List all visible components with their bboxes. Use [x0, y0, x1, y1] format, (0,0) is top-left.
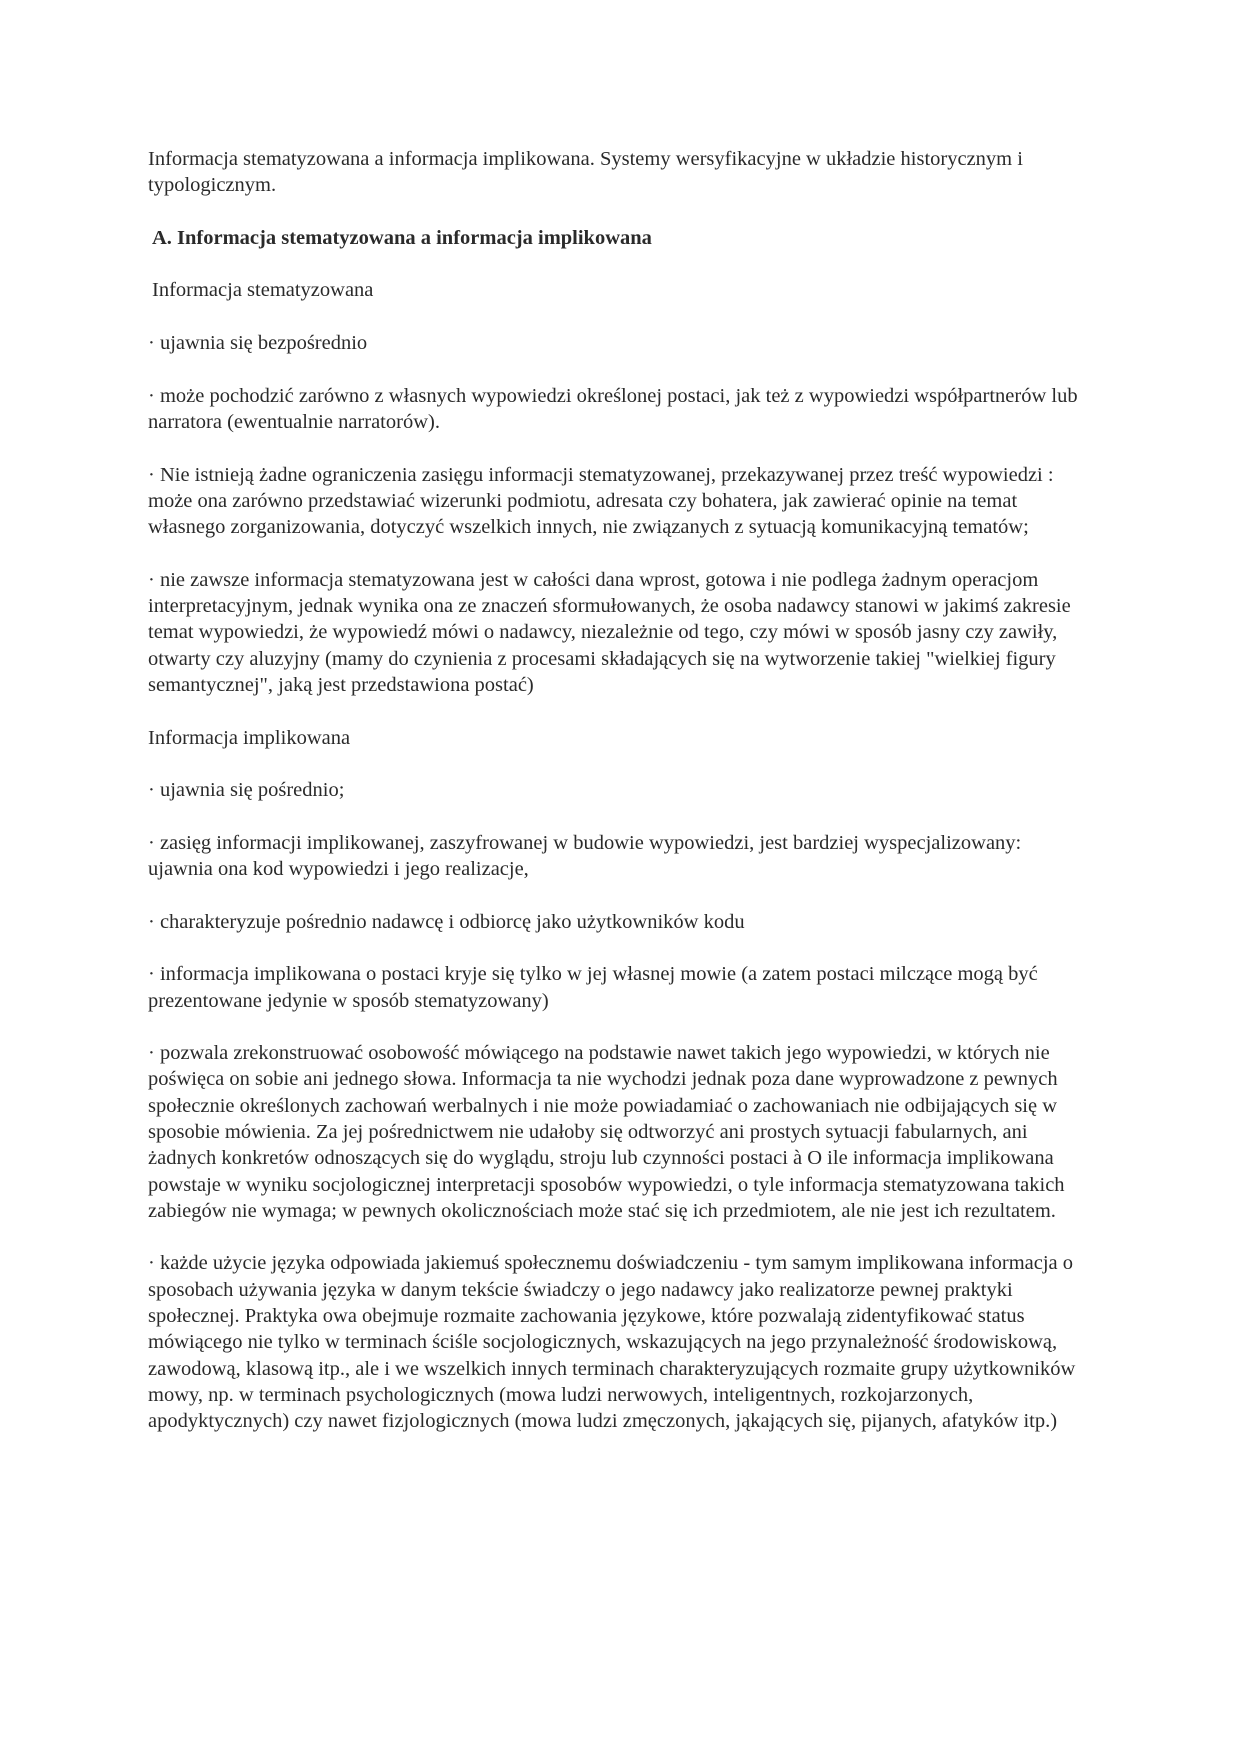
subheading-stematyzowana: Informacja stematyzowana — [152, 279, 374, 302]
stematyzowana-point-1: · ujawnia się bezpośrednio — [148, 332, 368, 355]
stematyzowana-point-3: · Nie istnieją żadne ograniczenia zasięgu informacji stematyzowanej, przekazywanej przez treść wypowiedzi : może ona zarówno przedstawiać wizerunki podmiotu, adresata czy bohatera, jak zawierać opinie na temat własnego zorganizowania, dotyczyć wszelkich innych, nie związanych z sytuacją komunikacyjną tematów; — [148, 463, 1054, 539]
section-heading: A. Informacja stematyzowana a informacja implikowana — [152, 226, 652, 249]
stematyzowana-point-2: · może pochodzić zarówno z własnych wypowiedzi określonej postaci, jak też z wypowiedzi współpartnerów lub narratora (ewentualnie narratorów). — [148, 384, 1078, 433]
stematyzowana-point-4: · nie zawsze informacja stematyzowana jest w całości dana wprost, gotowa i nie podlega żadnym operacjom interpretacyjnym, jednak wynika ona ze znaczeń sformułowanych, że osoba nadawcy stanowi w jakimś zakresie temat wypowiedzi, że wypowiedź mówi o nadawcy, niezależnie od tego, czy mówi w sposób jasny czy zawiły, otwarty czy aluzyjny (mamy do czynienia z procesami składających się na wytworzenie takiej "wielkiej figury semantycznej", jaką jest przedstawiona postać) — [148, 568, 1071, 696]
implikowana-point-3: · charakteryzuje pośrednio nadawcę i odbiorcę jako użytkowników kodu — [148, 910, 745, 933]
implikowana-point-6: · każde użycie języka odpowiada jakiemuś społecznemu doświadczeniu - tym samym implikowana informacja o sposobach używania języka w danym tekście świadczy o jego nadawcy jako realizatorze pewnej praktyki społecznej. Praktyka owa obejmuje rozmaite zachowania językowe, które pozwalają zidentyfikować status mówiącego nie tylko w terminach ściśle socjologicznych, wskazujących na jego przynależność środowiskową, zawodową, klasową itp., ale i we wszelkich innych terminach charakteryzujących rozmaite grupy użytkowników mowy, np. w terminach psychologicznych (mowa ludzi nerwowych, inteligentnych, rozkojarzonych, apodyktycznych) czy nawet fizjologicznych (mowa ludzi zmęczonych, jąkających się, pijanych, afatyków itp.) — [148, 1252, 1076, 1433]
subheading-implikowana: Informacja implikowana — [148, 726, 351, 749]
document-title: Informacja stematyzowana a informacja implikowana. Systemy wersyfikacyjne w układzie historycznym i typologicznym. — [148, 148, 1023, 197]
implikowana-point-5: · pozwala zrekonstruować osobowość mówiącego na podstawie nawet takich jego wypowiedzi, w których nie poświęca on sobie ani jednego słowa. Informacja ta nie wychodzi jednak poza dane wyprowadzone z pewnych społecznie określonych zachowań werbalnych i nie może powiadamiać o zachowaniach nie odbijających się w sposobie mówienia. Za jej pośrednictwem nie udałoby się odtworzyć ani prostych sytuacji fabularnych, ani żadnych konkretów odnoszących się do wyglądu, stroju lub czynności postaci à O ile informacja implikowana powstaje w wyniku socjologicznej interpretacji sposobów wypowiedzi, o tyle informacja stematyzowana takich zabiegów nie wymaga; w pewnych okolicznościach może stać się ich przedmiotem, ale nie jest ich rezultatem. — [148, 1042, 1065, 1222]
implikowana-point-2: · zasięg informacji implikowanej, zaszyfrowanej w budowie wypowiedzi, jest bardziej wyspecjalizowany: ujawnia ona kod wypowiedzi i jego realizacje, — [148, 831, 1022, 881]
implikowana-point-4: · informacja implikowana o postaci kryje się tylko w jej własnej mowie (a zatem postaci milczące mogą być prezentowane jedynie w sposób stematyzowany) — [148, 963, 1038, 1012]
implikowana-point-1: · ujawnia się pośrednio; — [148, 779, 345, 802]
